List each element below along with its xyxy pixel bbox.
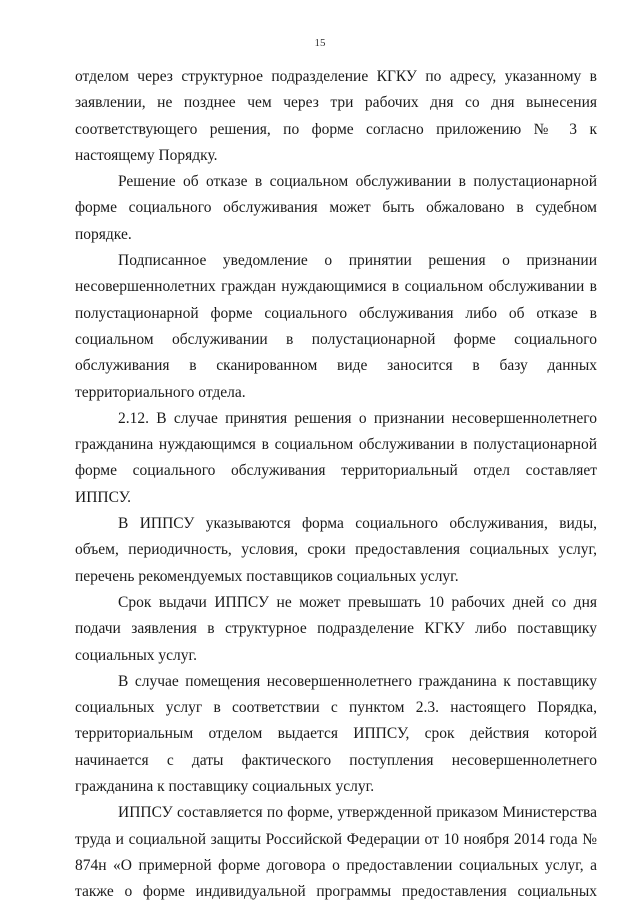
paragraph-5: В ИППСУ указываются форма социального обслуживания, виды, объем, периодичность, условия, сроки предоставления социальных услуг, перечень рекомендуемых поставщиков социальных услуг. <box>75 515 597 585</box>
page-number: 15 <box>314 37 326 49</box>
paragraph-3: Подписанное уведомление о принятии решения о признании несовершеннолетних граждан нуждающимися в социальном обслуживании в полустационарной форме социального обслуживания либо об отказе в социальном обслуживании в полустационарной форме социального обслуживания в сканированном виде заносится в базу данных территориального отдела. <box>75 252 597 401</box>
paragraph-7: В случае помещения несовершеннолетнего гражданина к поставщику социальных услуг в соответствии с пунктом 2.3. настоящего Порядка, территориальным отделом выдается ИППСУ, срок действия которой начинается с даты фактического поступления несовершеннолетнего гражданина к поставщику социальных услуг. <box>75 672 597 796</box>
paragraph-2: Решение об отказе в социальном обслуживании в полустационарной форме социального обслуживания может быть обжаловано в судебном порядке. <box>75 173 597 243</box>
paragraph-4-section-2-12: 2.12. В случае принятия решения о признании несовершеннолетнего гражданина нуждающимся в социальном обслуживании в полустационарной форме социального обслуживания территориальный отдел составляет ИППСУ. <box>75 409 597 506</box>
document-body <box>75 64 597 906</box>
paragraph-6: Срок выдачи ИППСУ не может превышать 10 рабочих дней со дня подачи заявления в структурное подразделение КГКУ либо поставщику социальных услуг. <box>75 593 597 664</box>
paragraph-8: ИППСУ составляется по форме, утвержденной приказом Министерства труда и социальной защиты Российской Федерации от 10 ноября 2014 года № 874н «О примерной форме договора о предоставлении социальных услуг, а также о форме индивидуальной программы предоставления социальных <box>75 804 597 901</box>
paragraph-1: отделом через структурное подразделение КГКУ по адресу, указанному в заявлении, не позднее чем через три рабочих дня со дня вынесения соответствующего решения, по форме согласно приложению № 3 к настоящему Порядку. <box>75 68 597 164</box>
